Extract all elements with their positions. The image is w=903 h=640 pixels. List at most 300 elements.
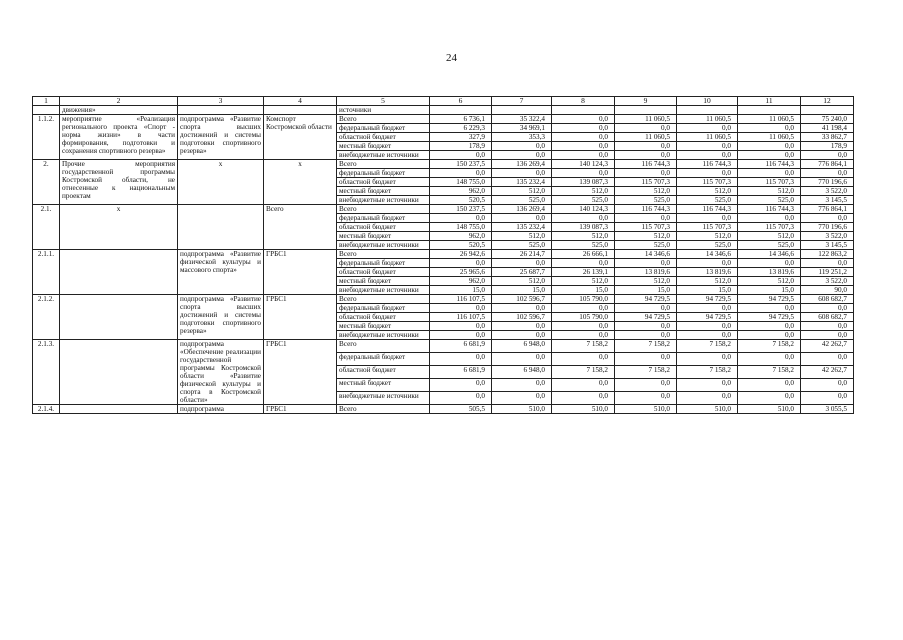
- amount-cell: 3 522,0: [801, 277, 854, 286]
- table-row: [33, 115, 854, 124]
- amount-cell: 962,0: [430, 187, 492, 196]
- amount-cell: 510,0: [615, 405, 677, 414]
- column-number: 10: [677, 97, 738, 106]
- funding-source: областной бюджет: [337, 313, 430, 322]
- amount-cell: 116 107,5: [430, 295, 492, 304]
- amount-cell: 776 864,1: [801, 160, 854, 169]
- amount-cell: 139 087,3: [552, 223, 615, 232]
- amount-cell: 0,0: [492, 392, 552, 405]
- program-name: [178, 205, 264, 250]
- executor-name: Комспорт Костромской области: [264, 115, 337, 160]
- funding-source: внебюджетные источники: [337, 392, 430, 405]
- funding-source: местный бюджет: [337, 142, 430, 151]
- page-number: 24: [446, 52, 457, 64]
- amount-cell: 0,0: [492, 379, 552, 392]
- amount-cell: 0,0: [430, 392, 492, 405]
- amount-cell: 0,0: [492, 353, 552, 366]
- amount-cell: 0,0: [738, 331, 801, 340]
- amount-cell: 3 055,5: [801, 405, 854, 414]
- amount-cell: 7 158,2: [615, 340, 677, 353]
- amount-cell: 0,0: [677, 322, 738, 331]
- amount-cell: 0,0: [552, 353, 615, 366]
- amount-cell: 512,0: [738, 277, 801, 286]
- amount-cell: 14 346,6: [677, 250, 738, 259]
- amount-cell: 512,0: [552, 232, 615, 241]
- amount-cell: 525,0: [615, 196, 677, 205]
- amount-cell: 26 942,6: [430, 250, 492, 259]
- amount-cell: 15,0: [552, 286, 615, 295]
- amount-cell: 3 145,5: [801, 241, 854, 250]
- amount-cell: 0,0: [738, 142, 801, 151]
- amount-cell: 0,0: [430, 259, 492, 268]
- funding-source: федеральный бюджет: [337, 353, 430, 366]
- column-number: 4: [264, 97, 337, 106]
- amount-cell: 15,0: [615, 286, 677, 295]
- amount-cell: 0,0: [552, 322, 615, 331]
- amount-cell: 150 237,5: [430, 205, 492, 214]
- amount-cell: 0,0: [615, 379, 677, 392]
- amount-cell: 0,0: [801, 331, 854, 340]
- amount-cell: 7 158,2: [552, 366, 615, 379]
- funding-source: внебюджетные источники: [337, 331, 430, 340]
- amount-cell: 512,0: [738, 232, 801, 241]
- funding-source: федеральный бюджет: [337, 214, 430, 223]
- amount-cell: 115 707,3: [738, 178, 801, 187]
- amount-cell: 512,0: [552, 277, 615, 286]
- amount-cell: 102 596,7: [492, 313, 552, 322]
- column-number: 9: [615, 97, 677, 106]
- amount-cell: 136 269,4: [492, 160, 552, 169]
- amount-cell: 3 522,0: [801, 187, 854, 196]
- amount-cell: 115 707,3: [615, 223, 677, 232]
- amount-cell: 11 060,5: [615, 133, 677, 142]
- amount-cell: 25 965,6: [430, 268, 492, 277]
- funding-source: областной бюджет: [337, 133, 430, 142]
- amount-cell: 34 969,1: [492, 124, 552, 133]
- amount-cell: 6 681,9: [430, 366, 492, 379]
- funding-source: Всего: [337, 205, 430, 214]
- funding-source: федеральный бюджет: [337, 124, 430, 133]
- column-number: 1: [33, 97, 60, 106]
- amount-cell: 0,0: [492, 331, 552, 340]
- amount-cell: 510,0: [677, 405, 738, 414]
- amount-cell: 7 158,2: [552, 340, 615, 353]
- amount-cell: 94 729,5: [615, 295, 677, 304]
- amount-cell: 15,0: [492, 286, 552, 295]
- amount-cell: 26 139,1: [552, 268, 615, 277]
- amount-cell: 11 060,5: [677, 115, 738, 124]
- amount-cell: 0,0: [738, 353, 801, 366]
- amount-cell: 525,0: [615, 241, 677, 250]
- amount-cell: 116 744,3: [677, 160, 738, 169]
- continuation-row: [33, 106, 854, 115]
- executor-name: ГРБС1: [264, 250, 337, 295]
- amount-cell: 0,0: [677, 259, 738, 268]
- amount-cell: 520,5: [430, 196, 492, 205]
- program-name: х: [178, 160, 264, 205]
- funding-source: внебюджетные источники: [337, 241, 430, 250]
- amount-cell: 510,0: [738, 405, 801, 414]
- funding-source: источники: [337, 106, 430, 115]
- amount-cell: 116 744,3: [738, 160, 801, 169]
- amount-cell: 512,0: [552, 187, 615, 196]
- executor-name: х: [264, 160, 337, 205]
- amount-cell: 608 682,7: [801, 295, 854, 304]
- amount-cell: 75 240,0: [801, 115, 854, 124]
- amount-cell: 0,0: [552, 214, 615, 223]
- budget-table: [32, 96, 854, 414]
- amount-cell: 11 060,5: [738, 133, 801, 142]
- amount-cell: 962,0: [430, 232, 492, 241]
- executor-name: ГРБС1: [264, 405, 337, 414]
- amount-cell: 512,0: [677, 187, 738, 196]
- amount-cell: 11 060,5: [615, 115, 677, 124]
- amount-cell: 512,0: [615, 232, 677, 241]
- amount-cell: 0,0: [552, 331, 615, 340]
- amount-cell: 135 232,4: [492, 223, 552, 232]
- amount-cell: 0,0: [430, 353, 492, 366]
- amount-cell: 0,0: [738, 169, 801, 178]
- event-name: х: [60, 205, 178, 250]
- program-name: подпрограмма: [178, 405, 264, 414]
- amount-cell: 0,0: [615, 304, 677, 313]
- amount-cell: 115 707,3: [677, 223, 738, 232]
- amount-cell: 7 158,2: [677, 366, 738, 379]
- amount-cell: 776 864,1: [801, 205, 854, 214]
- amount-cell: 0,0: [552, 133, 615, 142]
- amount-cell: 0,0: [677, 151, 738, 160]
- funding-source: местный бюджет: [337, 277, 430, 286]
- amount-cell: 0,0: [677, 169, 738, 178]
- amount-cell: 0,0: [492, 214, 552, 223]
- amount-cell: 770 196,6: [801, 223, 854, 232]
- amount-cell: 0,0: [430, 379, 492, 392]
- amount-cell: 178,9: [801, 142, 854, 151]
- funding-source: федеральный бюджет: [337, 259, 430, 268]
- amount-cell: 105 790,0: [552, 295, 615, 304]
- amount-cell: 512,0: [677, 232, 738, 241]
- amount-cell: 94 729,5: [615, 313, 677, 322]
- amount-cell: 15,0: [738, 286, 801, 295]
- amount-cell: 0,0: [738, 124, 801, 133]
- column-number: 5: [337, 97, 430, 106]
- amount-cell: 7 158,2: [677, 340, 738, 353]
- amount-cell: 0,0: [552, 304, 615, 313]
- amount-cell: 122 863,2: [801, 250, 854, 259]
- amount-cell: 0,0: [552, 392, 615, 405]
- amount-cell: 0,0: [492, 322, 552, 331]
- amount-cell: 140 124,3: [552, 205, 615, 214]
- amount-cell: 119 251,2: [801, 268, 854, 277]
- amount-cell: 0,0: [615, 259, 677, 268]
- amount-cell: 525,0: [492, 241, 552, 250]
- amount-cell: 94 729,5: [677, 313, 738, 322]
- amount-cell: 33 862,7: [801, 133, 854, 142]
- amount-cell: 0,0: [801, 304, 854, 313]
- amount-cell: 0,0: [552, 379, 615, 392]
- amount-cell: 0,0: [738, 259, 801, 268]
- executor-name: ГРБС1: [264, 295, 337, 340]
- funding-source: Всего: [337, 160, 430, 169]
- funding-source: местный бюджет: [337, 379, 430, 392]
- amount-cell: 0,0: [738, 379, 801, 392]
- amount-cell: 0,0: [552, 169, 615, 178]
- amount-cell: 6 948,0: [492, 366, 552, 379]
- table-row: [33, 295, 854, 304]
- amount-cell: 102 596,7: [492, 295, 552, 304]
- column-number: 2: [60, 97, 178, 106]
- amount-cell: 525,0: [552, 196, 615, 205]
- table-row: [33, 405, 854, 414]
- amount-cell: 90,0: [801, 286, 854, 295]
- amount-cell: 115 707,3: [738, 223, 801, 232]
- amount-cell: 116 744,3: [615, 205, 677, 214]
- amount-cell: 7 158,2: [738, 366, 801, 379]
- amount-cell: 0,0: [430, 151, 492, 160]
- amount-cell: 512,0: [492, 232, 552, 241]
- amount-cell: 6 736,1: [430, 115, 492, 124]
- amount-cell: 0,0: [552, 115, 615, 124]
- program-name: подпрограмма «Развитие спорта высших достижений и системы подготовки спортивного резерва»: [178, 295, 264, 340]
- amount-cell: 35 322,4: [492, 115, 552, 124]
- amount-cell: 94 729,5: [738, 295, 801, 304]
- amount-cell: 0,0: [801, 259, 854, 268]
- amount-cell: 0,0: [801, 322, 854, 331]
- funding-source: местный бюджет: [337, 322, 430, 331]
- amount-cell: 512,0: [492, 277, 552, 286]
- column-number: 11: [738, 97, 801, 106]
- funding-source: областной бюджет: [337, 178, 430, 187]
- row-code: 2.1.2.: [33, 295, 60, 340]
- amount-cell: 3 145,5: [801, 196, 854, 205]
- amount-cell: 0,0: [738, 392, 801, 405]
- amount-cell: 3 522,0: [801, 232, 854, 241]
- program-name: подпрограмма «Развитие спорта высших достижений и системы подготовки спортивного резерва»: [178, 115, 264, 160]
- amount-cell: 116 107,5: [430, 313, 492, 322]
- amount-cell: 13 819,6: [615, 268, 677, 277]
- amount-cell: 525,0: [738, 241, 801, 250]
- executor-name: Всего: [264, 205, 337, 250]
- funding-source: областной бюджет: [337, 366, 430, 379]
- amount-cell: 510,0: [492, 405, 552, 414]
- event-name: Прочие мероприятия государственной программы Костромской области, не отнесенные к национальным проектам: [60, 160, 178, 205]
- amount-cell: 512,0: [615, 187, 677, 196]
- amount-cell: 136 269,4: [492, 205, 552, 214]
- table-row: [33, 160, 854, 169]
- amount-cell: 148 755,0: [430, 178, 492, 187]
- amount-cell: 0,0: [430, 322, 492, 331]
- amount-cell: 0,0: [615, 331, 677, 340]
- amount-cell: 13 819,6: [738, 268, 801, 277]
- amount-cell: 41 198,4: [801, 124, 854, 133]
- amount-cell: 0,0: [552, 151, 615, 160]
- amount-cell: 512,0: [738, 187, 801, 196]
- amount-cell: 0,0: [430, 214, 492, 223]
- amount-cell: 135 232,4: [492, 178, 552, 187]
- funding-source: федеральный бюджет: [337, 169, 430, 178]
- event-name: [60, 405, 178, 414]
- amount-cell: 512,0: [492, 187, 552, 196]
- amount-cell: 0,0: [492, 304, 552, 313]
- amount-cell: 525,0: [552, 241, 615, 250]
- amount-cell: 0,0: [801, 214, 854, 223]
- amount-cell: 0,0: [677, 353, 738, 366]
- amount-cell: 520,5: [430, 241, 492, 250]
- amount-cell: 0,0: [492, 259, 552, 268]
- amount-cell: 116 744,3: [738, 205, 801, 214]
- amount-cell: 94 729,5: [677, 295, 738, 304]
- amount-cell: 0,0: [677, 379, 738, 392]
- amount-cell: 0,0: [492, 151, 552, 160]
- amount-cell: 150 237,5: [430, 160, 492, 169]
- amount-cell: 0,0: [738, 322, 801, 331]
- program-name: подпрограмма «Развитие физической культуры и массового спорта»: [178, 250, 264, 295]
- funding-source: Всего: [337, 250, 430, 259]
- column-number: 3: [178, 97, 264, 106]
- table-row: [33, 205, 854, 214]
- amount-cell: 0,0: [492, 142, 552, 151]
- amount-cell: 6 948,0: [492, 340, 552, 353]
- amount-cell: 505,5: [430, 405, 492, 414]
- amount-cell: 525,0: [677, 241, 738, 250]
- amount-cell: 115 707,3: [677, 178, 738, 187]
- amount-cell: 0,0: [801, 353, 854, 366]
- amount-cell: 0,0: [430, 304, 492, 313]
- row-code: 1.1.2.: [33, 115, 60, 160]
- row-code: 2.1.1.: [33, 250, 60, 295]
- amount-cell: 0,0: [738, 151, 801, 160]
- amount-cell: 94 729,5: [738, 313, 801, 322]
- amount-cell: 0,0: [552, 259, 615, 268]
- amount-cell: 26 214,7: [492, 250, 552, 259]
- amount-cell: 11 060,5: [677, 133, 738, 142]
- amount-cell: 14 346,6: [615, 250, 677, 259]
- amount-cell: 15,0: [430, 286, 492, 295]
- amount-cell: 962,0: [430, 277, 492, 286]
- amount-cell: 25 687,7: [492, 268, 552, 277]
- event-name: мероприятие «Реализация регионального проекта «Спорт - норма жизни» в части формирования, подготовки и сохранения спортивного резерва»: [60, 115, 178, 160]
- funding-source: Всего: [337, 405, 430, 414]
- amount-cell: 512,0: [615, 277, 677, 286]
- row-code: 2.1.: [33, 205, 60, 250]
- amount-cell: 0,0: [677, 392, 738, 405]
- amount-cell: 0,0: [615, 214, 677, 223]
- amount-cell: 115 707,3: [615, 178, 677, 187]
- amount-cell: 0,0: [552, 142, 615, 151]
- amount-cell: 0,0: [615, 124, 677, 133]
- amount-cell: 0,0: [430, 331, 492, 340]
- amount-cell: 0,0: [801, 169, 854, 178]
- amount-cell: 6 681,9: [430, 340, 492, 353]
- column-number: 6: [430, 97, 492, 106]
- amount-cell: 525,0: [738, 196, 801, 205]
- row-code: 2.1.4.: [33, 405, 60, 414]
- amount-cell: 139 087,3: [552, 178, 615, 187]
- event-name: [60, 250, 178, 295]
- amount-cell: 0,0: [552, 124, 615, 133]
- amount-cell: 0,0: [430, 169, 492, 178]
- amount-cell: 0,0: [738, 214, 801, 223]
- column-number: 7: [492, 97, 552, 106]
- amount-cell: 770 196,6: [801, 178, 854, 187]
- program-name: подпрограмма «Обеспечение реализации государственной программы Костромской области «Развитие физической культуры и спорта в Костромской области»: [178, 340, 264, 405]
- amount-cell: 42 262,7: [801, 340, 854, 353]
- amount-cell: 0,0: [615, 322, 677, 331]
- event-name: [60, 295, 178, 340]
- funding-source: местный бюджет: [337, 187, 430, 196]
- amount-cell: 608 682,7: [801, 313, 854, 322]
- amount-cell: 178,9: [430, 142, 492, 151]
- amount-cell: 525,0: [492, 196, 552, 205]
- column-number: 8: [552, 97, 615, 106]
- amount-cell: 15,0: [677, 286, 738, 295]
- amount-cell: 0,0: [801, 392, 854, 405]
- amount-cell: 512,0: [677, 277, 738, 286]
- funding-source: областной бюджет: [337, 268, 430, 277]
- funding-source: Всего: [337, 115, 430, 124]
- funding-source: Всего: [337, 340, 430, 353]
- amount-cell: 116 744,3: [615, 160, 677, 169]
- column-number-row: [33, 97, 854, 106]
- amount-cell: 353,3: [492, 133, 552, 142]
- amount-cell: 6 229,3: [430, 124, 492, 133]
- funding-source: внебюджетные источники: [337, 196, 430, 205]
- amount-cell: 0,0: [615, 142, 677, 151]
- amount-cell: 510,0: [552, 405, 615, 414]
- amount-cell: 0,0: [677, 214, 738, 223]
- funding-source: внебюджетные источники: [337, 151, 430, 160]
- amount-cell: 7 158,2: [615, 366, 677, 379]
- amount-cell: 0,0: [677, 142, 738, 151]
- column-number: 12: [801, 97, 854, 106]
- amount-cell: 0,0: [615, 353, 677, 366]
- amount-cell: 0,0: [615, 169, 677, 178]
- amount-cell: 327,9: [430, 133, 492, 142]
- event-name: [60, 340, 178, 405]
- amount-cell: 7 158,2: [738, 340, 801, 353]
- amount-cell: 140 124,3: [552, 160, 615, 169]
- table-row: [33, 250, 854, 259]
- event-name: движения»: [60, 106, 178, 115]
- row-code: 2.1.3.: [33, 340, 60, 405]
- amount-cell: 0,0: [615, 392, 677, 405]
- funding-source: федеральный бюджет: [337, 304, 430, 313]
- amount-cell: 0,0: [677, 124, 738, 133]
- funding-source: местный бюджет: [337, 232, 430, 241]
- amount-cell: 14 346,6: [738, 250, 801, 259]
- amount-cell: 116 744,3: [677, 205, 738, 214]
- amount-cell: 0,0: [677, 304, 738, 313]
- amount-cell: 0,0: [677, 331, 738, 340]
- amount-cell: 0,0: [801, 379, 854, 392]
- amount-cell: 0,0: [738, 304, 801, 313]
- funding-source: областной бюджет: [337, 223, 430, 232]
- row-code: 2.: [33, 160, 60, 205]
- amount-cell: 11 060,5: [738, 115, 801, 124]
- amount-cell: 0,0: [492, 169, 552, 178]
- amount-cell: 525,0: [677, 196, 738, 205]
- funding-source: Всего: [337, 295, 430, 304]
- amount-cell: 13 819,6: [677, 268, 738, 277]
- table-row: [33, 340, 854, 353]
- executor-name: ГРБС1: [264, 340, 337, 405]
- amount-cell: 105 790,0: [552, 313, 615, 322]
- amount-cell: 0,0: [615, 151, 677, 160]
- funding-source: внебюджетные источники: [337, 286, 430, 295]
- amount-cell: 148 755,0: [430, 223, 492, 232]
- amount-cell: 26 666,1: [552, 250, 615, 259]
- amount-cell: 0,0: [801, 151, 854, 160]
